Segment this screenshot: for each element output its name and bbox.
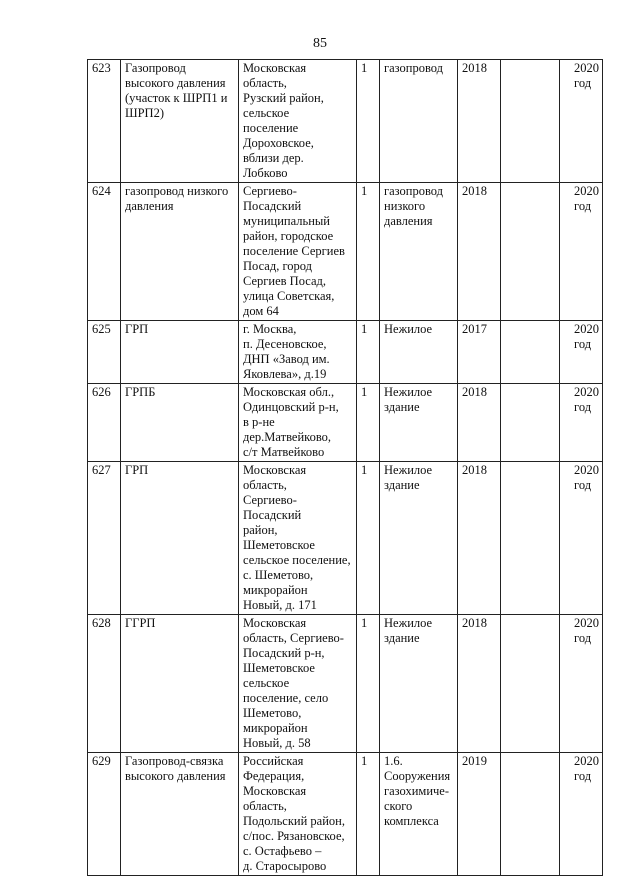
object-name: ГРП [121,462,239,615]
object-quantity: 1 [357,462,380,615]
object-name: газопровод низкого давления [121,183,239,321]
object-name: ГГРП [121,615,239,753]
commission-year: 2018 [458,183,501,321]
object-quantity: 1 [357,753,380,876]
object-address: Московская область, Рузский район, сельское поселение Дороховское, вблизи дер. Лобково [239,60,357,183]
table-row [88,183,603,321]
row-number: 625 [88,321,121,384]
object-name: Газопровод высокого давления (участок к ШРП1 и ШРП2) [121,60,239,183]
object-name: Газопровод-связка высокого давления [121,753,239,876]
planned-year-text: 2020 год [574,616,599,645]
object-type: газопровод низкого давления [380,183,458,321]
planned-year-text: 2020 год [574,385,599,414]
empty-cell [501,60,560,183]
planned-year-text: 2020 год [574,463,599,492]
object-type: Нежилое [380,321,458,384]
planned-year-text: 2020 год [574,322,599,351]
object-type: Нежилое здание [380,462,458,615]
planned-year [560,753,603,876]
object-name: ГРПБ [121,384,239,462]
empty-cell [501,384,560,462]
planned-year [560,60,603,183]
object-name: ГРП [121,321,239,384]
table-row [88,384,603,462]
commission-year: 2018 [458,384,501,462]
row-number: 624 [88,183,121,321]
empty-cell [501,462,560,615]
object-quantity: 1 [357,60,380,183]
planned-year [560,321,603,384]
table-row [88,615,603,753]
object-type: 1.6. Сооружения газохимиче- ского комплекса [380,753,458,876]
empty-cell [501,615,560,753]
row-number: 626 [88,384,121,462]
empty-cell [501,321,560,384]
row-number: 629 [88,753,121,876]
object-address: Сергиево- Посадский муниципальный район, городское поселение Сергиев Посад, город Сергиев Посад, улица Советская, дом 64 [239,183,357,321]
object-address: Московская область, Сергиево-Посадский район, Шеметовское сельское поселение, с. Шеметово, микрорайон Новый, д. 171 [239,462,357,615]
commission-year: 2018 [458,60,501,183]
planned-year-text: 2020 год [574,184,599,213]
object-address: Российская Федерация, Московская область, Подольский район, с/пос. Рязановское, с. Остафьево – д. Старосырово [239,753,357,876]
empty-cell [501,753,560,876]
object-quantity: 1 [357,384,380,462]
planned-year-text: 2020 год [574,61,599,90]
commission-year: 2018 [458,462,501,615]
commission-year: 2019 [458,753,501,876]
row-number: 623 [88,60,121,183]
object-type: газопровод [380,60,458,183]
row-number: 627 [88,462,121,615]
object-type: Нежилое здание [380,615,458,753]
table-row [88,462,603,615]
object-type: Нежилое здание [380,384,458,462]
planned-year [560,462,603,615]
table-row [88,321,603,384]
planned-year [560,183,603,321]
object-address: Московская область, Сергиево- Посадский р-н, Шеметовское сельское поселение, село Шеметово, микрорайон Новый, д. 58 [239,615,357,753]
planned-year-text: 2020 год [574,754,599,783]
commission-year: 2018 [458,615,501,753]
object-quantity: 1 [357,615,380,753]
registry-table [87,59,603,876]
object-address: г. Москва, п. Десеновское, ДНП «Завод им. Яковлева», д.19 [239,321,357,384]
table-row [88,753,603,876]
object-quantity: 1 [357,321,380,384]
row-number: 628 [88,615,121,753]
commission-year: 2017 [458,321,501,384]
planned-year [560,384,603,462]
table-row [88,60,603,183]
object-address: Московская обл., Одинцовский р-н, в р-не дер.Матвейково, с/т Матвейково [239,384,357,462]
empty-cell [501,183,560,321]
planned-year [560,615,603,753]
page-number: 85 [313,36,327,51]
object-quantity: 1 [357,183,380,321]
